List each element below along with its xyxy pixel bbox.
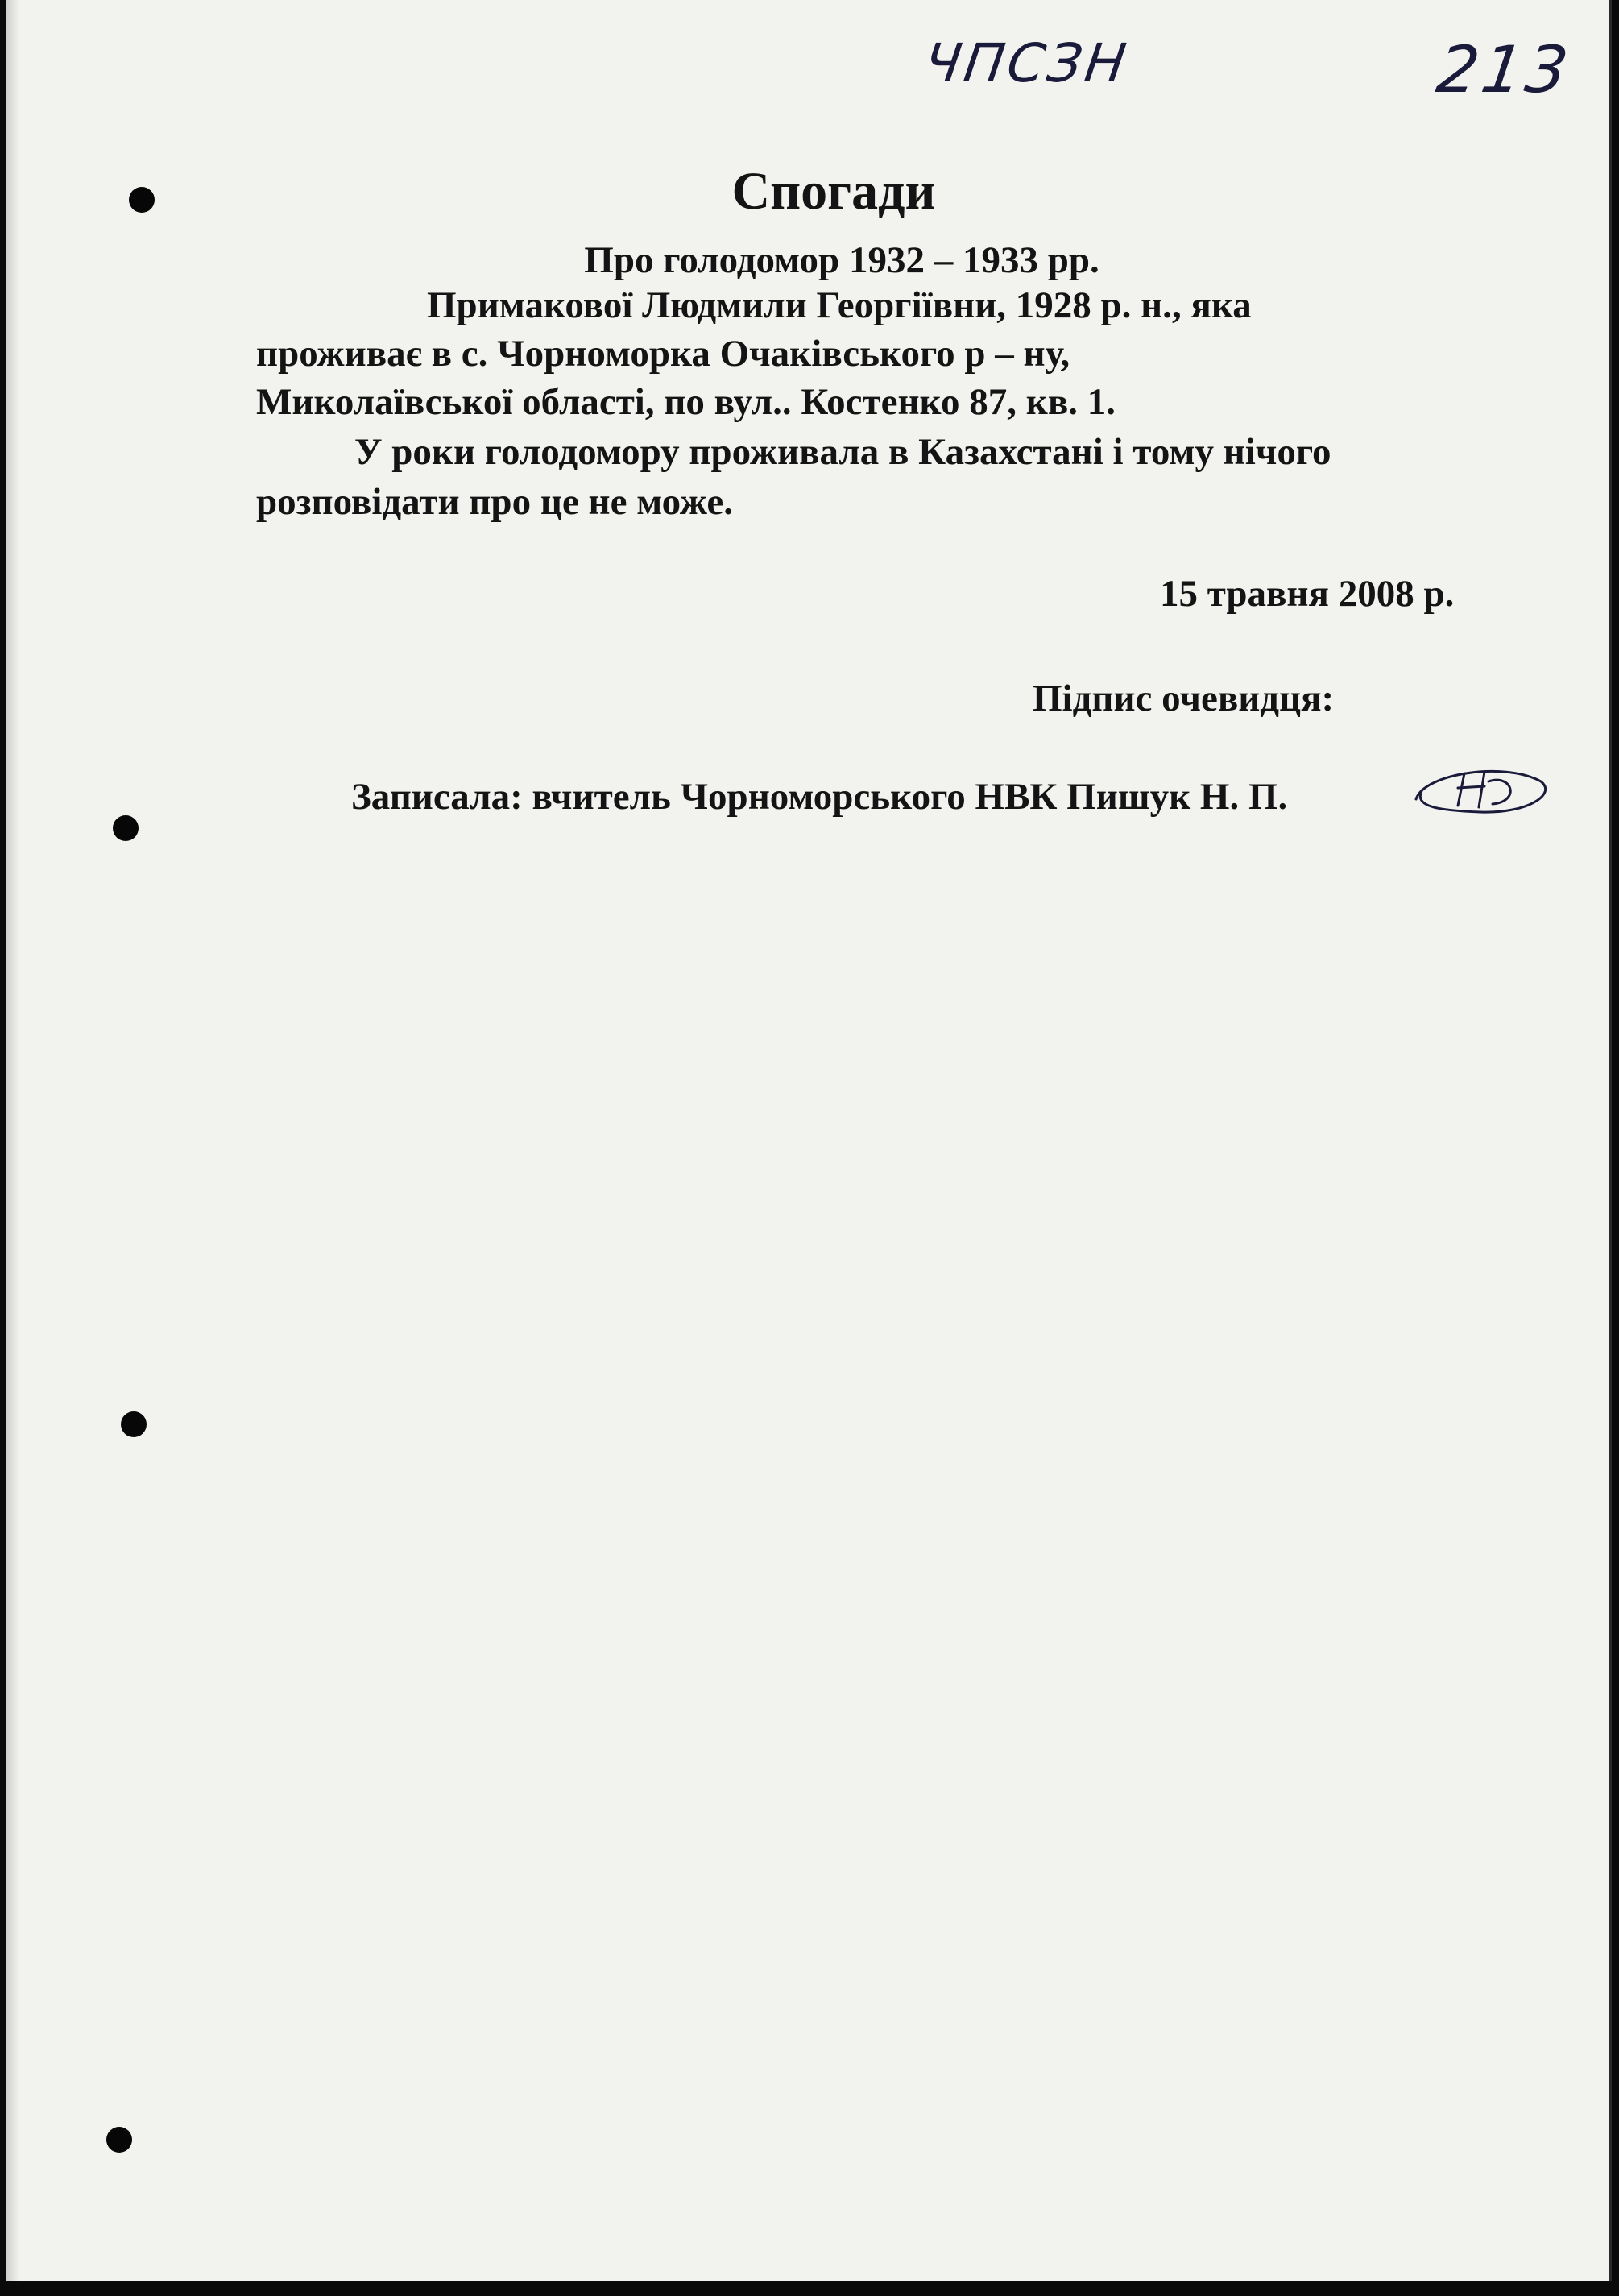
witness-signature-label: Підпис очевидця: [1033,678,1335,719]
punch-hole-2 [113,815,139,841]
body-line-5: розповідати про це не може. [256,481,733,523]
document-title: Спогади [731,162,936,221]
body-line-1: Примакової Людмили Георгіївни, 1928 р. н., яка [427,284,1252,326]
document-subtitle: Про голодомор 1932 – 1933 рр. [584,239,1099,281]
body-line-4: У роки голодомору проживала в Казахстані і тому нічого [354,431,1331,473]
recorded-by-line: Записала: вчитель Чорноморського НВК Пишук Н. П. [351,776,1288,818]
handwritten-signature [1408,757,1553,822]
punch-hole-4 [106,2127,132,2153]
body-line-3: Миколаївської області, по вул.. Костенко 87, кв. 1. [256,381,1116,423]
handwritten-archive-code: ЧПСЗН [920,32,1133,94]
handwritten-page-number: 213 [1432,32,1576,107]
punch-hole-3 [121,1411,147,1437]
body-line-2: проживає в с. Чорноморка Очаківського р – ну, [256,333,1070,375]
document-date: 15 травня 2008 р. [1160,573,1455,615]
page-edge-shadow [6,0,19,2281]
